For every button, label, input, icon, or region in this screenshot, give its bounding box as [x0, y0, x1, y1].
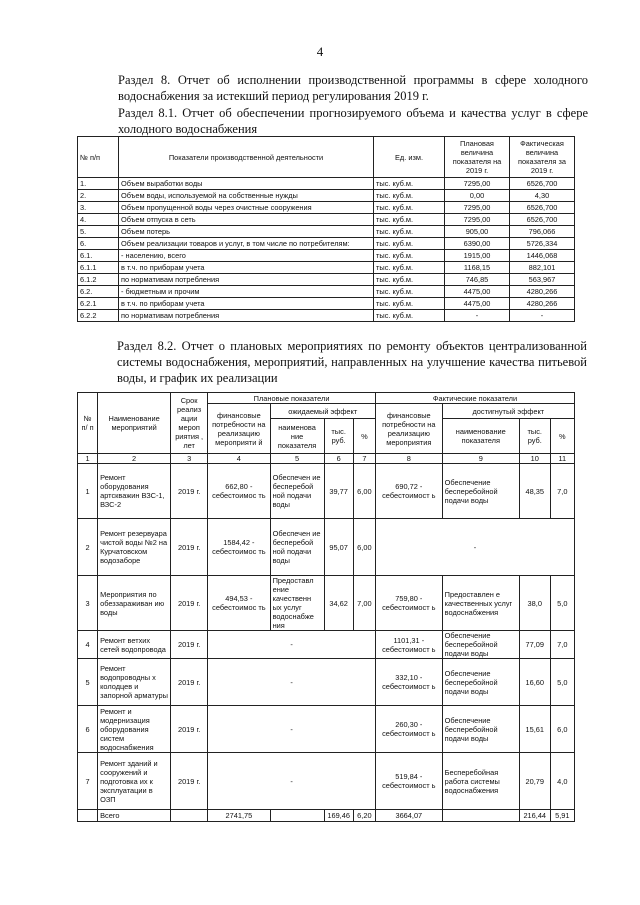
row-plan: 6390,00 — [445, 238, 510, 250]
row-fin-fact: 759,80 - себестоимост ь — [375, 576, 442, 631]
row-indicator: Объем потерь — [119, 226, 374, 238]
header-fin-fact: финансовые потребности на реализацию мероприятия — [375, 404, 442, 454]
table-row — [78, 659, 575, 706]
row-achieved-pct: 5,0 — [550, 576, 574, 631]
row-achieved-rub: 16,60 — [519, 659, 550, 706]
row-fin-fact: 260,30 - себестоимост ь — [375, 706, 442, 753]
row-expected-pct: 6,00 — [353, 464, 375, 519]
row-num: 6 — [78, 706, 98, 753]
row-unit: тыс. куб.м. — [374, 226, 445, 238]
column-number: 10 — [519, 454, 550, 464]
row-term: 2019 г. — [171, 519, 208, 576]
table-row — [78, 753, 575, 810]
total-empty — [171, 810, 208, 822]
row-num: 2 — [78, 519, 98, 576]
row-num: 6.2.2 — [78, 310, 119, 322]
table-header-row — [78, 137, 575, 178]
row-fact: 5726,334 — [510, 238, 575, 250]
table-header-row — [78, 393, 575, 404]
row-achieved-indicator: Обеспечение бесперебойной подачи воды — [442, 631, 519, 659]
row-fact: 4,30 — [510, 190, 575, 202]
row-fact: 796,066 — [510, 226, 575, 238]
row-num: 1 — [78, 464, 98, 519]
row-fin-plan: - — [208, 631, 376, 659]
header-fin-plan: финансовые потребности на реализацию мероприяти й — [208, 404, 270, 454]
row-term: 2019 г. — [171, 753, 208, 810]
table-row — [78, 286, 575, 298]
table-row — [78, 298, 575, 310]
row-unit: тыс. куб.м. — [374, 286, 445, 298]
row-unit: тыс. куб.м. — [374, 202, 445, 214]
column-number: 9 — [442, 454, 519, 464]
row-indicator: - населению, всего — [119, 250, 374, 262]
table-row — [78, 519, 575, 576]
row-achieved-indicator: Предоставлен е качественных услуг водоснабжения — [442, 576, 519, 631]
column-number: 7 — [353, 454, 375, 464]
row-expected-pct: 7,00 — [353, 576, 375, 631]
row-fin-plan: - — [208, 706, 376, 753]
row-achieved-pct: 6,0 — [550, 706, 574, 753]
header-name: Наименование мероприятий — [98, 393, 171, 454]
column-number: 1 — [78, 454, 98, 464]
row-fin-plan: 662,80 - себестоимос ть — [208, 464, 270, 519]
row-name: Ремонт резервуара чистой воды №2 на Курчатовском водозаборе — [98, 519, 171, 576]
header-num: № п/п — [78, 137, 119, 178]
header-ind-name: наименова ние показателя — [270, 419, 324, 454]
row-fin-fact: - — [375, 519, 574, 576]
header-rub: тыс. руб. — [324, 419, 353, 454]
column-number: 8 — [375, 454, 442, 464]
row-unit: тыс. куб.м. — [374, 274, 445, 286]
column-number: 3 — [171, 454, 208, 464]
row-indicator: Объем отпуска в сеть — [119, 214, 374, 226]
table-row — [78, 202, 575, 214]
total-rub-2: 216,44 — [519, 810, 550, 822]
row-expected-rub: 34,62 — [324, 576, 353, 631]
header-plan: Плановые показатели — [208, 393, 376, 404]
row-indicator: по нормативам потребления — [119, 310, 374, 322]
header-indicator: Показатели производственной деятельности — [119, 137, 374, 178]
row-achieved-indicator: Обеспечение бесперебойной подачи воды — [442, 706, 519, 753]
row-plan: 4475,00 — [445, 286, 510, 298]
row-num: 6.1. — [78, 250, 119, 262]
total-pct-2: 5,91 — [550, 810, 574, 822]
total-row — [78, 810, 575, 822]
row-achieved-pct: 5,0 — [550, 659, 574, 706]
row-num: 7 — [78, 753, 98, 810]
section-8-2-title: Раздел 8.2. Отчет о плановых мероприятиях по ремонту объектов централизованной системы водоснабжения, мероприятий, направленных на улучшение качества питьевой воды, и график их реализации — [117, 339, 587, 385]
column-number: 6 — [324, 454, 353, 464]
row-indicator: Объем воды, используемой на собственные нужды — [119, 190, 374, 202]
row-achieved-indicator: Бесперебойная работа системы водоснабжения — [442, 753, 519, 810]
row-num: 3. — [78, 202, 119, 214]
row-plan: 0,00 — [445, 190, 510, 202]
total-rub: 169,46 — [324, 810, 353, 822]
row-fact: - — [510, 310, 575, 322]
header-plan: Плановая величина показателя на 2019 г. — [445, 137, 510, 178]
row-expected-pct: 6,00 — [353, 519, 375, 576]
row-num: 4. — [78, 214, 119, 226]
row-expected-indicator: Обеспечен ие бесперебой ной подачи воды — [270, 519, 324, 576]
row-plan: 905,00 — [445, 226, 510, 238]
row-fact: 4280,266 — [510, 286, 575, 298]
column-number: 2 — [98, 454, 171, 464]
row-fact: 6526,700 — [510, 178, 575, 190]
row-fin-plan: - — [208, 659, 376, 706]
row-num: 1. — [78, 178, 119, 190]
table-row — [78, 226, 575, 238]
row-num: 3 — [78, 576, 98, 631]
row-expected-rub: 95,07 — [324, 519, 353, 576]
row-fact: 6526,700 — [510, 202, 575, 214]
row-unit: тыс. куб.м. — [374, 214, 445, 226]
total-pct: 6,20 — [353, 810, 375, 822]
table-row — [78, 178, 575, 190]
table-row — [78, 576, 575, 631]
column-number: 5 — [270, 454, 324, 464]
row-achieved-rub: 20,79 — [519, 753, 550, 810]
row-num: 6.1.2 — [78, 274, 119, 286]
row-expected-indicator: Обеспечен ие бесперебой ной подачи воды — [270, 464, 324, 519]
total-empty — [270, 810, 324, 822]
row-num: 6.1.1 — [78, 262, 119, 274]
row-plan: 1915,00 — [445, 250, 510, 262]
row-term: 2019 г. — [171, 706, 208, 753]
row-achieved-rub: 48,35 — [519, 464, 550, 519]
header-pct-2: % — [550, 419, 574, 454]
row-fact: 882,101 — [510, 262, 575, 274]
row-term: 2019 г. — [171, 464, 208, 519]
row-fact: 6526,700 — [510, 214, 575, 226]
table-row — [78, 190, 575, 202]
row-fin-plan: - — [208, 753, 376, 810]
row-plan: - — [445, 310, 510, 322]
row-indicator: Объем выработки воды — [119, 178, 374, 190]
row-fin-fact: 332,10 - себестоимост ь — [375, 659, 442, 706]
column-number: 4 — [208, 454, 270, 464]
total-label: Всего — [98, 810, 171, 822]
row-expected-indicator: Предоставл ение качественн ых услуг водоснабже ния — [270, 576, 324, 631]
column-number: 11 — [550, 454, 574, 464]
row-unit: тыс. куб.м. — [374, 262, 445, 274]
table-row — [78, 310, 575, 322]
row-num: 2. — [78, 190, 119, 202]
row-fin-fact: 1101,31 - себестоимост ь — [375, 631, 442, 659]
page-number: 4 — [316, 44, 324, 59]
header-fact: Фактические показатели — [375, 393, 574, 404]
row-name: Ремонт и модернизация оборудования систем водоснабжения — [98, 706, 171, 753]
row-num: 5. — [78, 226, 119, 238]
row-fin-fact: 690,72 - себестоимост ь — [375, 464, 442, 519]
header-rub-2: тыс. руб. — [519, 419, 550, 454]
row-num: 6.2. — [78, 286, 119, 298]
row-achieved-pct: 7,0 — [550, 464, 574, 519]
row-expected-rub: 39,77 — [324, 464, 353, 519]
row-achieved-pct: 7,0 — [550, 631, 574, 659]
row-achieved-indicator: Обеспечение бесперебойной подачи воды — [442, 464, 519, 519]
total-fin-fact: 3664,07 — [375, 810, 442, 822]
header-ind-name-2: наименование показателя — [442, 419, 519, 454]
row-name: Мероприятия по обеззараживан ию воды — [98, 576, 171, 631]
header-fact: Фактическая величина показателя за 2019 г. — [510, 137, 575, 178]
total-empty — [442, 810, 519, 822]
row-plan: 746,85 — [445, 274, 510, 286]
table-row — [78, 262, 575, 274]
row-fact: 1446,068 — [510, 250, 575, 262]
row-unit: тыс. куб.м. — [374, 310, 445, 322]
row-name: Ремонт ветхих сетей водопровода — [98, 631, 171, 659]
row-fact: 4280,266 — [510, 298, 575, 310]
row-name: Ремонт водопроводны х колодцев и запорной арматуры — [98, 659, 171, 706]
row-name: Ремонт оборудования артскважин ВЗС-1, ВЗС-2 — [98, 464, 171, 519]
header-expected: ожидаемый эффект — [270, 404, 375, 419]
row-indicator: - бюджетным и прочим — [119, 286, 374, 298]
row-achieved-pct: 4,0 — [550, 753, 574, 810]
table-row — [78, 250, 575, 262]
row-term: 2019 г. — [171, 659, 208, 706]
measures-table — [77, 392, 575, 822]
row-term: 2019 г. — [171, 576, 208, 631]
header-num: № п/ п — [78, 393, 98, 454]
row-term: 2019 г. — [171, 631, 208, 659]
row-indicator: Объем реализации товаров и услуг, в том числе по потребителям: — [119, 238, 374, 250]
row-num: 6. — [78, 238, 119, 250]
row-unit: тыс. куб.м. — [374, 250, 445, 262]
row-indicator: по нормативам потребления — [119, 274, 374, 286]
row-achieved-indicator: Обеспечение бесперебойной подачи воды — [442, 659, 519, 706]
row-unit: тыс. куб.м. — [374, 298, 445, 310]
row-num: 4 — [78, 631, 98, 659]
header-achieved: достигнутый эффект — [442, 404, 574, 419]
table-row — [78, 238, 575, 250]
table-row — [78, 274, 575, 286]
row-indicator: в т.ч. по приборам учета — [119, 298, 374, 310]
header-unit: Ед. изм. — [374, 137, 445, 178]
table-row — [78, 214, 575, 226]
row-plan: 7295,00 — [445, 178, 510, 190]
section-8-1-title: Раздел 8.1. Отчет об обеспечении прогнозируемого объема и качества услуг в сфере холодного водоснабжения — [118, 106, 588, 136]
production-indicators-table — [77, 136, 575, 322]
row-name: Ремонт зданий и сооружений и подготовка их к эксплуатации в ОЗП — [98, 753, 171, 810]
row-fact: 563,967 — [510, 274, 575, 286]
total-fin-plan: 2741,75 — [208, 810, 270, 822]
row-plan: 7295,00 — [445, 202, 510, 214]
row-indicator: Объем пропущенной воды через очистные сооружения — [119, 202, 374, 214]
row-fin-plan: 1584,42 - себестоимос ть — [208, 519, 270, 576]
row-fin-plan: 494,53 - себестоимос ть — [208, 576, 270, 631]
row-achieved-rub: 15,61 — [519, 706, 550, 753]
row-plan: 1168,15 — [445, 262, 510, 274]
row-plan: 4475,00 — [445, 298, 510, 310]
row-plan: 7295,00 — [445, 214, 510, 226]
table-row — [78, 631, 575, 659]
row-achieved-rub: 38,0 — [519, 576, 550, 631]
table-row — [78, 464, 575, 519]
row-num: 6.2.1 — [78, 298, 119, 310]
row-num: 5 — [78, 659, 98, 706]
row-unit: тыс. куб.м. — [374, 238, 445, 250]
table-row — [78, 706, 575, 753]
column-numbers-row — [78, 454, 575, 464]
row-unit: тыс. куб.м. — [374, 178, 445, 190]
total-empty — [78, 810, 98, 822]
row-unit: тыс. куб.м. — [374, 190, 445, 202]
row-fin-fact: 519,84 - себестоимост ь — [375, 753, 442, 810]
section-8-title: Раздел 8. Отчет об исполнении производственной программы в сфере холодного водоснабжения за истекший период регулирования 2019 г. — [118, 73, 588, 103]
row-indicator: в т.ч. по приборам учета — [119, 262, 374, 274]
header-pct: % — [353, 419, 375, 454]
header-term: Срок реализ ации мероп риятия , лет — [171, 393, 208, 454]
row-achieved-rub: 77,09 — [519, 631, 550, 659]
